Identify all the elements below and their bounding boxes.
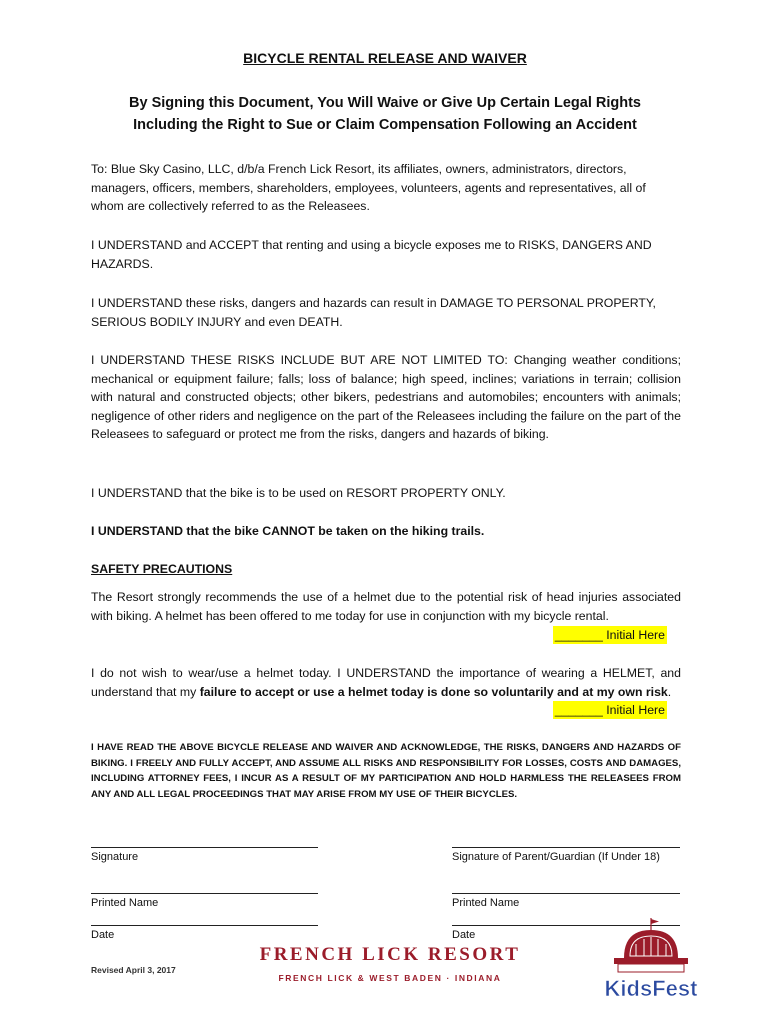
french-lick-resort-logo-subtitle: FRENCH LICK & WEST BADEN · INDIANA (278, 973, 502, 983)
helmet-decline-bold: failure to accept or use a helmet today is done so voluntarily and at my own risk (199, 684, 668, 699)
signature-line[interactable] (91, 847, 318, 848)
risk-acceptance-paragraph: I UNDERSTAND and ACCEPT that renting and using a bicycle exposes me to RISKS, DANGERS AND HAZARDS. (91, 238, 652, 271)
safety-heading: SAFETY PRECAUTIONS (91, 562, 233, 576)
risk-list-paragraph: I UNDERSTAND THESE RISKS INCLUDE BUT ARE NOT LIMITED TO: Changing weather conditions; mechanical or equipment failure; falls; loss of balance; high speed, inclines; variations in terrain; collision with natural and constructed objects; other bikers, pedestrians and automobiles; encounters with animals; negligence of other riders and negligence on the part of the Releasees including the failure on the part of the Releasees to safeguard or protect me from the risks, dangers and hazards of biking. (91, 353, 681, 442)
printed-name-line-right[interactable] (452, 893, 680, 894)
subtitle-line-2: Including the Right to Sue or Claim Compensation Following an Accident (133, 117, 637, 133)
helmet-decline-text: I do not wish to wear/use a helmet today. I UNDERSTAND the importance of wearing a HELMET, and understand that my (91, 666, 681, 699)
guardian-signature-line[interactable] (452, 847, 680, 848)
document-subtitle (60, 92, 710, 136)
printed-name-line-left[interactable] (91, 893, 318, 894)
document-title: BICYCLE RENTAL RELEASE AND WAIVER (243, 50, 527, 66)
initial-field-helmet-decline[interactable]: _______ Initial Here (554, 703, 665, 717)
helmet-decline-paragraph (91, 664, 681, 701)
guardian-signature-label: Signature of Parent/Guardian (If Under 18) (452, 851, 660, 863)
acknowledgement-paragraph: I HAVE READ THE ABOVE BICYCLE RELEASE AND WAIVER AND ACKNOWLEDGE, THE RISKS, DANGERS AND HAZARDS OF BIKING. I FREELY AND FULLY ACCEPT, AND ASSUME ALL RISKS AND RESPONSIBILITY FOR LOSSES, COSTS AND DAMAGES, INCLUDING ATTORNEY FEES, I INCUR AS A RESULT OF MY PARTICIPATION AND HOLD HARMLESS THE RELEASEES FROM ANY AND ALL LEGAL PROCEEDINGS THAT MAY ARISE FROM MY USE OF THEIR BICYCLES. (91, 742, 681, 800)
initial-field-helmet-offer[interactable]: _______ Initial Here (554, 628, 665, 642)
subtitle-line-1: By Signing this Document, You Will Waive or Give Up Certain Legal Rights (129, 95, 641, 111)
date-label-left: Date (91, 929, 115, 941)
printed-name-label-left: Printed Name (91, 897, 159, 909)
safety-paragraph: The Resort strongly recommends the use of a helmet due to the potential risk of head injuries associated with biking. A helmet has been offered to me today for use in conjunction with my bicycle rental. (91, 590, 681, 623)
signature-label: Signature (91, 851, 139, 863)
releasees-paragraph: To: Blue Sky Casino, LLC, d/b/a French Lick Resort, its affiliates, owners, administrators, directors, managers, officers, members, shareholders, employees, volunteers, agents and representatives, all of whom are collectively referred to as the Releasees. (91, 162, 646, 214)
printed-name-label-right: Printed Name (452, 897, 520, 909)
kidsfest-text: KidsFest (604, 976, 698, 1001)
date-line-left[interactable] (91, 925, 318, 926)
injury-paragraph: I UNDERSTAND these risks, dangers and hazards can result in DAMAGE TO PERSONAL PROPERTY, SERIOUS BODILY INJURY and even DEATH. (91, 296, 656, 329)
date-label-right: Date (452, 929, 476, 941)
helmet-decline-end: . (667, 684, 672, 699)
kidsfest-logo-icon (596, 916, 706, 1006)
revision-date: Revised April 3, 2017 (91, 965, 176, 975)
french-lick-resort-logo: FRENCH LICK RESORT (259, 944, 521, 965)
resort-property-paragraph: I UNDERSTAND that the bike is to be used on RESORT PROPERTY ONLY. (91, 486, 506, 500)
hiking-trails-paragraph: I UNDERSTAND that the bike CANNOT be taken on the hiking trails. (91, 524, 485, 538)
